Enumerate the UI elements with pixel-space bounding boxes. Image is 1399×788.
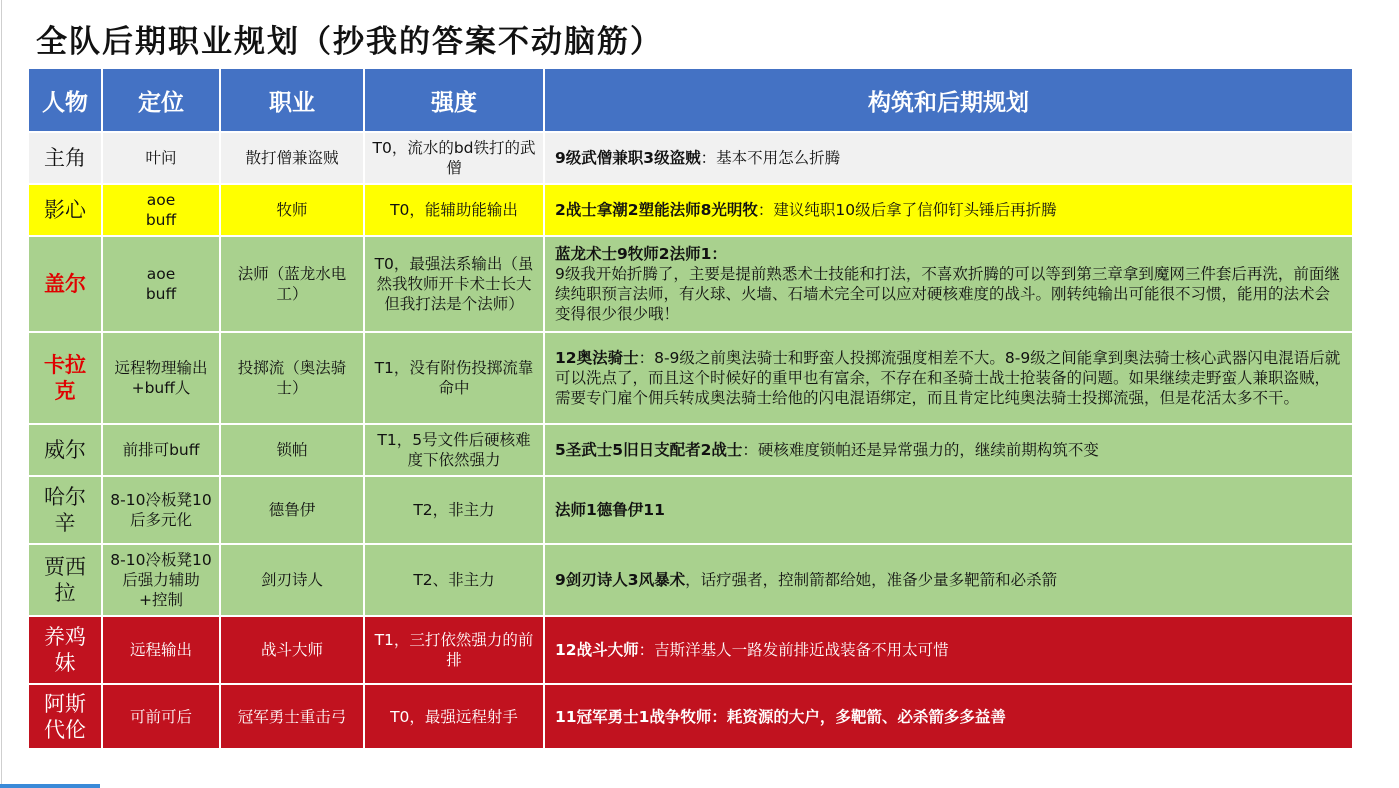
strength-cell: T2、非主力 bbox=[364, 544, 544, 616]
table-row bbox=[28, 132, 1353, 184]
table-row bbox=[28, 544, 1353, 616]
build-title: 12战斗大师 bbox=[555, 641, 639, 659]
build-cell bbox=[544, 544, 1353, 616]
build-text: ：建议纯职10级后拿了信仰钉头锤后再折腾 bbox=[757, 201, 1057, 219]
build-text: ：吉斯洋基人一路发前排近战装备不用太可惜 bbox=[638, 641, 949, 659]
header-build-plan: 构筑和后期规划 bbox=[544, 68, 1353, 132]
role-cell: 远程物理输出+buff人 bbox=[102, 332, 220, 424]
header-character: 人物 bbox=[28, 68, 102, 132]
class-cell: 剑刃诗人 bbox=[220, 544, 364, 616]
build-text: ，话疗强者，控制箭都给她，准备少量多靶箭和必杀箭 bbox=[685, 571, 1058, 589]
table-row bbox=[28, 236, 1353, 332]
build-title: 2战士拿潮2塑能法师8光明牧 bbox=[555, 201, 758, 219]
table-header-row bbox=[28, 68, 1353, 132]
strength-cell: T0，最强远程射手 bbox=[364, 684, 544, 749]
role-cell: 可前可后 bbox=[102, 684, 220, 749]
character-name: 卡拉克 bbox=[28, 332, 102, 424]
strength-cell: T0，最强法系输出（虽然我牧师开卡术士长大但我打法是个法师） bbox=[364, 236, 544, 332]
build-title: 9级武僧兼职3级盗贼 bbox=[555, 149, 701, 167]
page-title: 全队后期职业规划（抄我的答案不动脑筋） bbox=[36, 24, 663, 60]
build-title: 法师1德鲁伊11 bbox=[555, 501, 665, 519]
character-name: 主角 bbox=[28, 132, 102, 184]
class-cell: 德鲁伊 bbox=[220, 476, 364, 544]
role-cell: 前排可buff bbox=[102, 424, 220, 476]
table-row bbox=[28, 616, 1353, 684]
role-cell: 8-10冷板凳10后多元化 bbox=[102, 476, 220, 544]
table-row bbox=[28, 184, 1353, 236]
header-strength: 强度 bbox=[364, 68, 544, 132]
bilibili-logo: bilibili bbox=[1242, 34, 1334, 64]
class-cell: 战斗大师 bbox=[220, 616, 364, 684]
strength-cell: T1，三打依然强力的前排 bbox=[364, 616, 544, 684]
build-title: 蓝龙术士9牧师2法师1： bbox=[555, 245, 727, 263]
table-row bbox=[28, 332, 1353, 424]
build-cell bbox=[544, 424, 1353, 476]
build-cell bbox=[544, 476, 1353, 544]
class-cell: 牧师 bbox=[220, 184, 364, 236]
strength-cell: T1，没有附伤投掷流靠命中 bbox=[364, 332, 544, 424]
party-plan-table bbox=[27, 67, 1354, 750]
character-name: 威尔 bbox=[28, 424, 102, 476]
header-class: 职业 bbox=[220, 68, 364, 132]
strength-cell: T0，能辅助能输出 bbox=[364, 184, 544, 236]
header-role: 定位 bbox=[102, 68, 220, 132]
build-cell bbox=[544, 332, 1353, 424]
strength-cell: T0，流水的bd铁打的武僧 bbox=[364, 132, 544, 184]
build-text: ：硬核难度锁帕还是异常强力的，继续前期构筑不变 bbox=[742, 441, 1099, 459]
role-cell: aoe buff bbox=[102, 184, 220, 236]
build-cell bbox=[544, 616, 1353, 684]
table-row bbox=[28, 684, 1353, 749]
class-cell: 冠军勇士重击弓 bbox=[220, 684, 364, 749]
class-cell: 锁帕 bbox=[220, 424, 364, 476]
class-cell: 投掷流（奥法骑士） bbox=[220, 332, 364, 424]
table-row bbox=[28, 424, 1353, 476]
character-name: 影心 bbox=[28, 184, 102, 236]
role-cell: 远程输出 bbox=[102, 616, 220, 684]
character-name: 养鸡妹 bbox=[28, 616, 102, 684]
build-title: 11冠军勇士1战争牧师：耗资源的大户，多靶箭、必杀箭多多益善 bbox=[555, 707, 1006, 726]
watermark-text: 游戏区EX bbox=[1158, 42, 1237, 62]
left-edge-line bbox=[1, 0, 2, 788]
build-text: ：基本不用怎么折腾 bbox=[700, 149, 841, 167]
character-name: 阿斯代伦 bbox=[28, 684, 102, 749]
character-name: 贾西拉 bbox=[28, 544, 102, 616]
role-cell: 叶问 bbox=[102, 132, 220, 184]
build-cell bbox=[544, 184, 1353, 236]
table-row bbox=[28, 476, 1353, 544]
role-cell: aoe buff bbox=[102, 236, 220, 332]
build-cell bbox=[544, 236, 1353, 332]
strength-cell: T1，5号文件后硬核难度下依然强力 bbox=[364, 424, 544, 476]
build-title: 12奥法骑士 bbox=[555, 349, 639, 367]
build-cell bbox=[544, 132, 1353, 184]
build-text: ：8-9级之前奥法骑士和野蛮人投掷流强度相差不大。8-9级之间能拿到奥法骑士核心武器闪电混语后就可以洗点了，而且这个时候好的重甲也有富余，不存在和圣骑士战士抢装备的问题。如果继续走野蛮人兼职盗贼，需要专门雇个佣兵转成奥法骑士给他的闪电混语绑定，而且肯定比纯奥法骑士投掷流强，但是花活太多不干。 bbox=[555, 349, 1341, 407]
role-cell: 8-10冷板凳10后强力辅助+控制 bbox=[102, 544, 220, 616]
build-title: 9剑刃诗人3风暴术 bbox=[555, 571, 686, 589]
build-cell bbox=[544, 684, 1353, 749]
bottom-accent-line bbox=[0, 784, 100, 788]
character-name: 盖尔 bbox=[28, 236, 102, 332]
class-cell: 散打僧兼盗贼 bbox=[220, 132, 364, 184]
build-text: 9级我开始折腾了，主要是提前熟悉术士技能和打法，不喜欢折腾的可以等到第三章拿到魔网三件套后再洗，前面继续纯职预言法师，有火球、火墙、石墙术完全可以应对硬核难度的战斗。刚转纯输出可能很不习惯，能用的法术会变得很少很少哦！ bbox=[555, 265, 1340, 323]
build-title: 5圣武士5旧日支配者2战士 bbox=[555, 441, 743, 459]
class-cell: 法师（蓝龙水电工） bbox=[220, 236, 364, 332]
character-name: 哈尔辛 bbox=[28, 476, 102, 544]
strength-cell: T2，非主力 bbox=[364, 476, 544, 544]
